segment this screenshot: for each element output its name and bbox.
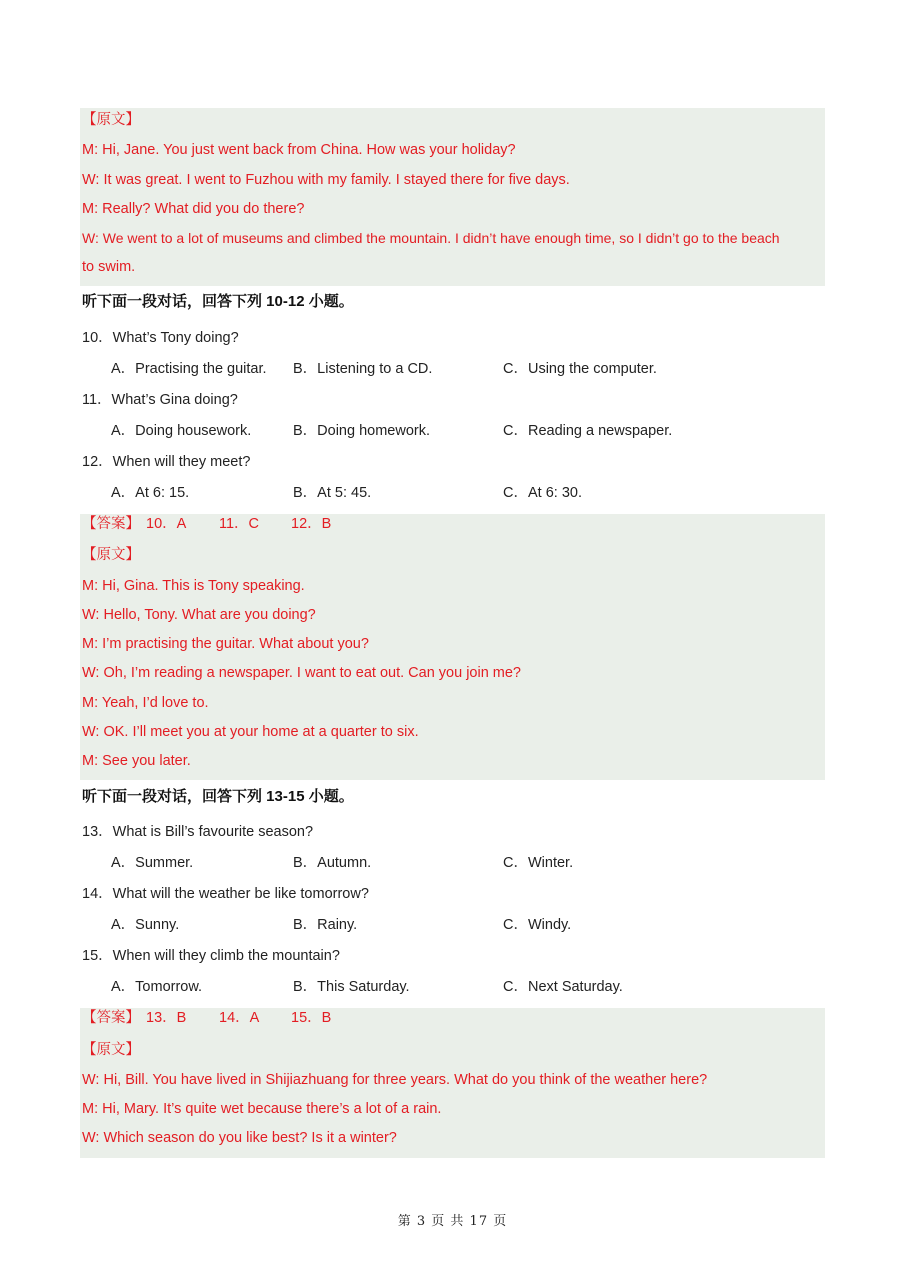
option-c: C．Using the computer.: [503, 361, 657, 377]
answer-item: 14．A: [219, 1010, 260, 1026]
transcript-line: M: I’m practising the guitar. What about you?: [82, 636, 369, 652]
answer-item: 12．B: [291, 516, 332, 532]
option-b: B．This Saturday.: [293, 979, 410, 995]
section-heading: 听下面一段对话，回答下列 13-15 小题。: [82, 788, 354, 805]
answer-item: 10．A: [146, 516, 187, 532]
answer-label: 【答案】: [82, 516, 140, 532]
transcript-line: W: We went to a lot of museums and climbed the mountain. I didn’t have enough time, so I didn’t go to the beach: [82, 230, 780, 246]
transcript-line: W: OK. I’ll meet you at your home at a quarter to six.: [82, 724, 419, 740]
question: 11．What’s Gina doing?: [82, 392, 238, 408]
transcript-line: M: See you later.: [82, 753, 191, 769]
option-b: B．Autumn.: [293, 855, 372, 871]
option-a: A．Summer.: [111, 855, 194, 871]
transcript-line: M: Really? What did you do there?: [82, 201, 305, 217]
option-b: B．Doing homework.: [293, 423, 430, 439]
answer-label: 【答案】: [82, 1010, 140, 1026]
transcript-line: W: It was great. I went to Fuzhou with my family. I stayed there for five days.: [82, 172, 570, 188]
transcript-line: to swim.: [82, 259, 136, 275]
option-a: A．Sunny.: [111, 917, 180, 933]
yuanwen-label: 【原文】: [82, 1042, 140, 1058]
answer-item: 15．B: [291, 1010, 332, 1026]
answer-item: 11．C: [219, 516, 260, 532]
page-number-footer: 第 3 页 共 17 页: [397, 1214, 508, 1229]
option-c: C．Windy.: [503, 917, 572, 933]
answer-item: 13．B: [146, 1010, 187, 1026]
question: 15．When will they climb the mountain?: [82, 948, 340, 964]
question: 13．What is Bill’s favourite season?: [82, 824, 314, 840]
option-a: A．Practising the guitar.: [111, 361, 267, 377]
option-b: B．At 5: 45.: [293, 485, 372, 501]
option-b: B．Rainy.: [293, 917, 358, 933]
option-a: A．Doing housework.: [111, 423, 252, 439]
transcript-line: M: Yeah, I’d love to.: [82, 695, 209, 711]
question: 12．When will they meet?: [82, 454, 251, 470]
option-a: A．Tomorrow.: [111, 979, 203, 995]
transcript-line: W: Hi, Bill. You have lived in Shijiazhuang for three years. What do you think of the weather here?: [82, 1072, 708, 1088]
transcript-line: M: Hi, Gina. This is Tony speaking.: [82, 578, 305, 594]
option-b: B．Listening to a CD.: [293, 361, 433, 377]
option-c: C．Reading a newspaper.: [503, 423, 673, 439]
transcript-line: M: Hi, Jane. You just went back from China. How was your holiday?: [82, 142, 516, 158]
section-heading: 听下面一段对话，回答下列 10-12 小题。: [82, 293, 354, 310]
option-c: C．Winter.: [503, 855, 574, 871]
option-a: A．At 6: 15.: [111, 485, 190, 501]
transcript-line: M: Hi, Mary. It’s quite wet because there’s a lot of a rain.: [82, 1101, 442, 1117]
yuanwen-label: 【原文】: [82, 547, 140, 563]
question: 10．What’s Tony doing?: [82, 330, 239, 346]
option-c: C．Next Saturday.: [503, 979, 623, 995]
transcript-line: W: Oh, I’m reading a newspaper. I want to eat out. Can you join me?: [82, 665, 522, 681]
question: 14．What will the weather be like tomorrow?: [82, 886, 369, 902]
transcript-line: W: Which season do you like best? Is it a winter?: [82, 1130, 397, 1146]
transcript-line: W: Hello, Tony. What are you doing?: [82, 607, 316, 623]
option-c: C．At 6: 30.: [503, 485, 582, 501]
yuanwen-label: 【原文】: [82, 112, 140, 128]
